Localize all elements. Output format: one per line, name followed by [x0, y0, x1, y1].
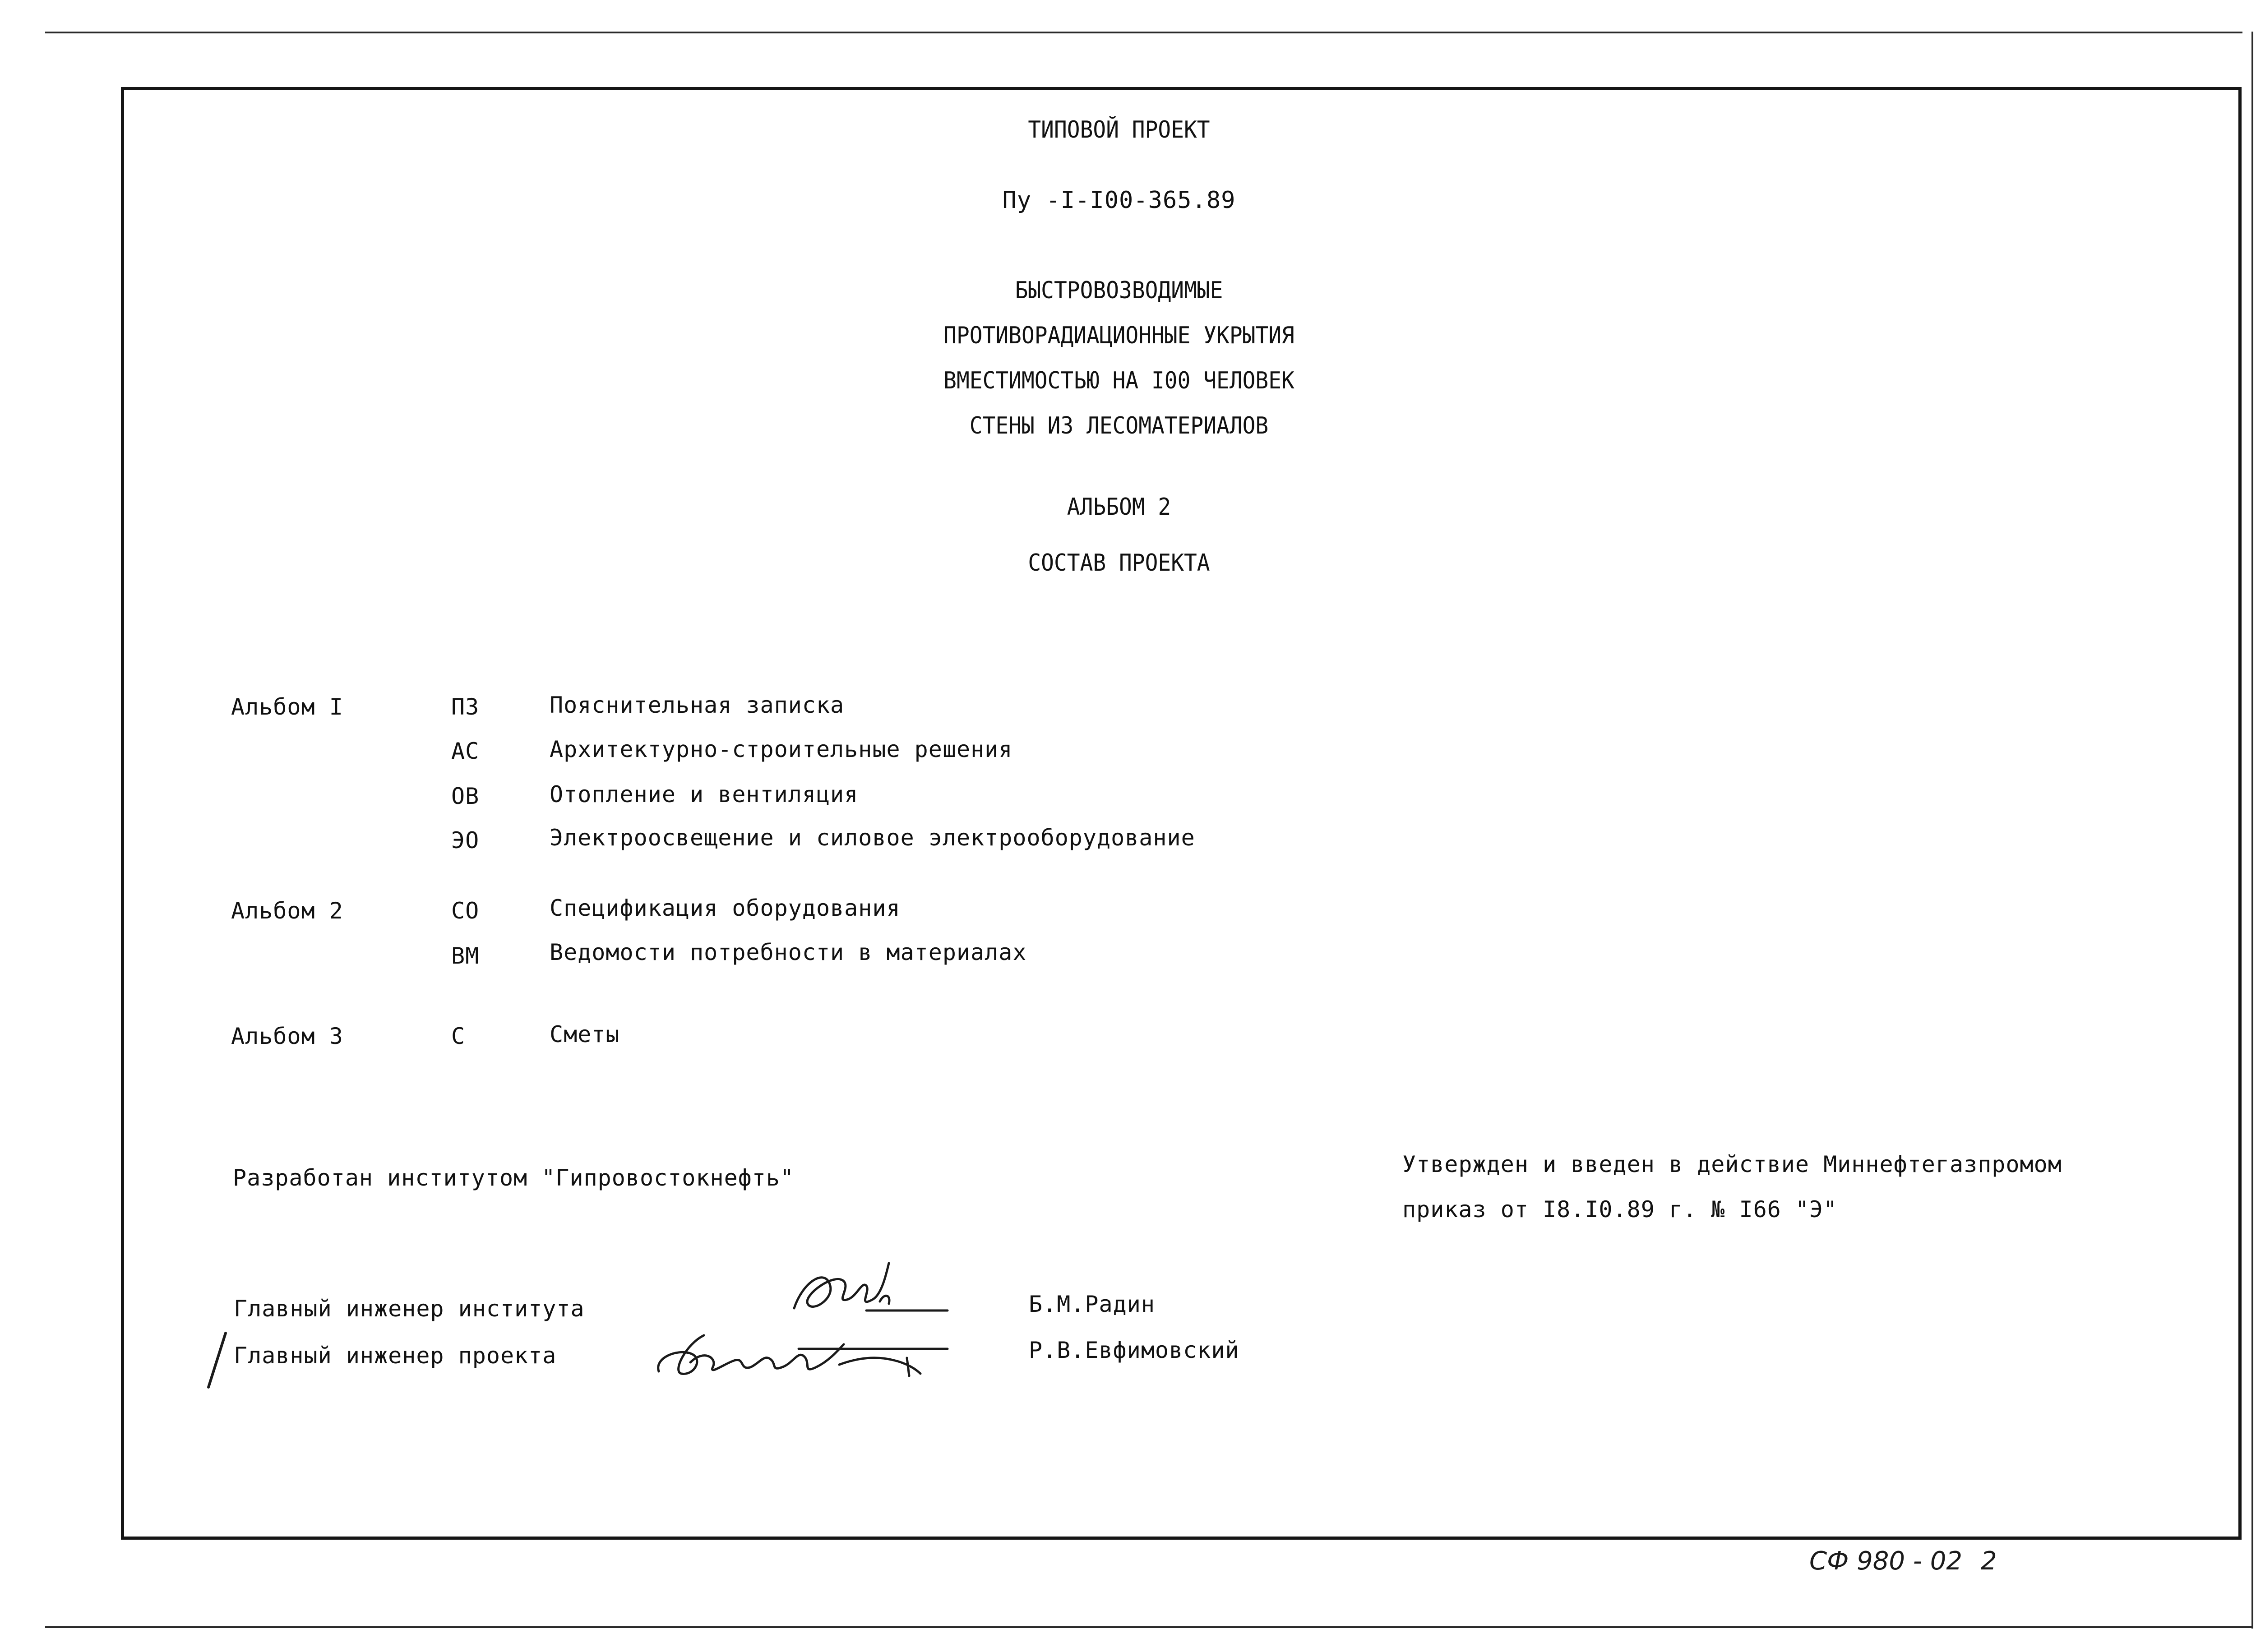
stamp-code: СФ 980 - 02: [1809, 1546, 1963, 1576]
contents-title: Спецификация оборудования: [550, 895, 901, 921]
contents-album: Альбом I: [231, 694, 343, 720]
title-line-4: СТЕНЫ ИЗ ЛЕСОМАТЕРИАЛОВ: [969, 412, 1269, 439]
section-heading: СОСТАВ ПРОЕКТА: [1028, 549, 1210, 577]
contents-title: Ведомости потребности в материалах: [550, 939, 1027, 965]
signature-chief-engineer-project: [650, 1317, 957, 1389]
contents-code: ВМ: [451, 943, 480, 969]
contents-code: ЭО: [451, 827, 480, 854]
contents-code: ОВ: [451, 783, 480, 809]
developer-line: Разработан институтом "Гипровостокнефть": [233, 1165, 795, 1191]
sheet-bottom-edge: [45, 1626, 2253, 1628]
title-line-2: ПРОТИВОРАДИАЦИОННЫЕ УКРЫТИЯ: [943, 322, 1294, 349]
approval-line-2: приказ от I8.I0.89 г. № I66 "Э": [1402, 1196, 1838, 1223]
contents-code: С: [451, 1023, 466, 1049]
drawing-frame: [121, 87, 2242, 1540]
album-heading: АЛЬБОМ 2: [1067, 494, 1171, 521]
sheet-right-edge: [2251, 32, 2253, 1629]
contents-album: Альбом 3: [231, 1023, 343, 1049]
project-type-heading: ТИПОВОЙ ПРОЕКТ: [1028, 116, 1210, 143]
sheet-top-edge: [45, 32, 2242, 33]
contents-title: Электроосвещение и силовое электрооборудование: [550, 825, 1195, 851]
contents-title: Сметы: [550, 1021, 620, 1047]
signatory-role: Главный инженер проекта: [234, 1343, 557, 1369]
contents-title: Отопление и вентиляция: [550, 781, 859, 808]
contents-title: Пояснительная записка: [550, 692, 845, 718]
contents-code: СО: [451, 898, 480, 924]
contents-code: АС: [451, 738, 480, 764]
contents-code: ПЗ: [451, 694, 480, 720]
title-line-3: ВМЕСТИМОСТЬЮ НА I00 ЧЕЛОВЕК: [943, 367, 1294, 394]
signatory-name: Р.В.Евфимовский: [1029, 1337, 1239, 1363]
tick-mark: [203, 1331, 230, 1389]
title-line-1: БЫСТРОВОЗВОДИМЫЕ: [1015, 277, 1223, 304]
signatory-role: Главный инженер института: [234, 1296, 585, 1322]
contents-title: Архитектурно-строительные решения: [550, 736, 1013, 762]
approval-line-1: Утвержден и введен в действие Миннефтегазпромом: [1402, 1151, 2062, 1177]
stamp-page-number: 2: [1981, 1546, 1997, 1576]
signatory-name: Б.М.Радин: [1029, 1291, 1155, 1317]
project-number: Пу -I-I00-365.89: [1002, 187, 1236, 214]
contents-album: Альбом 2: [231, 898, 343, 924]
